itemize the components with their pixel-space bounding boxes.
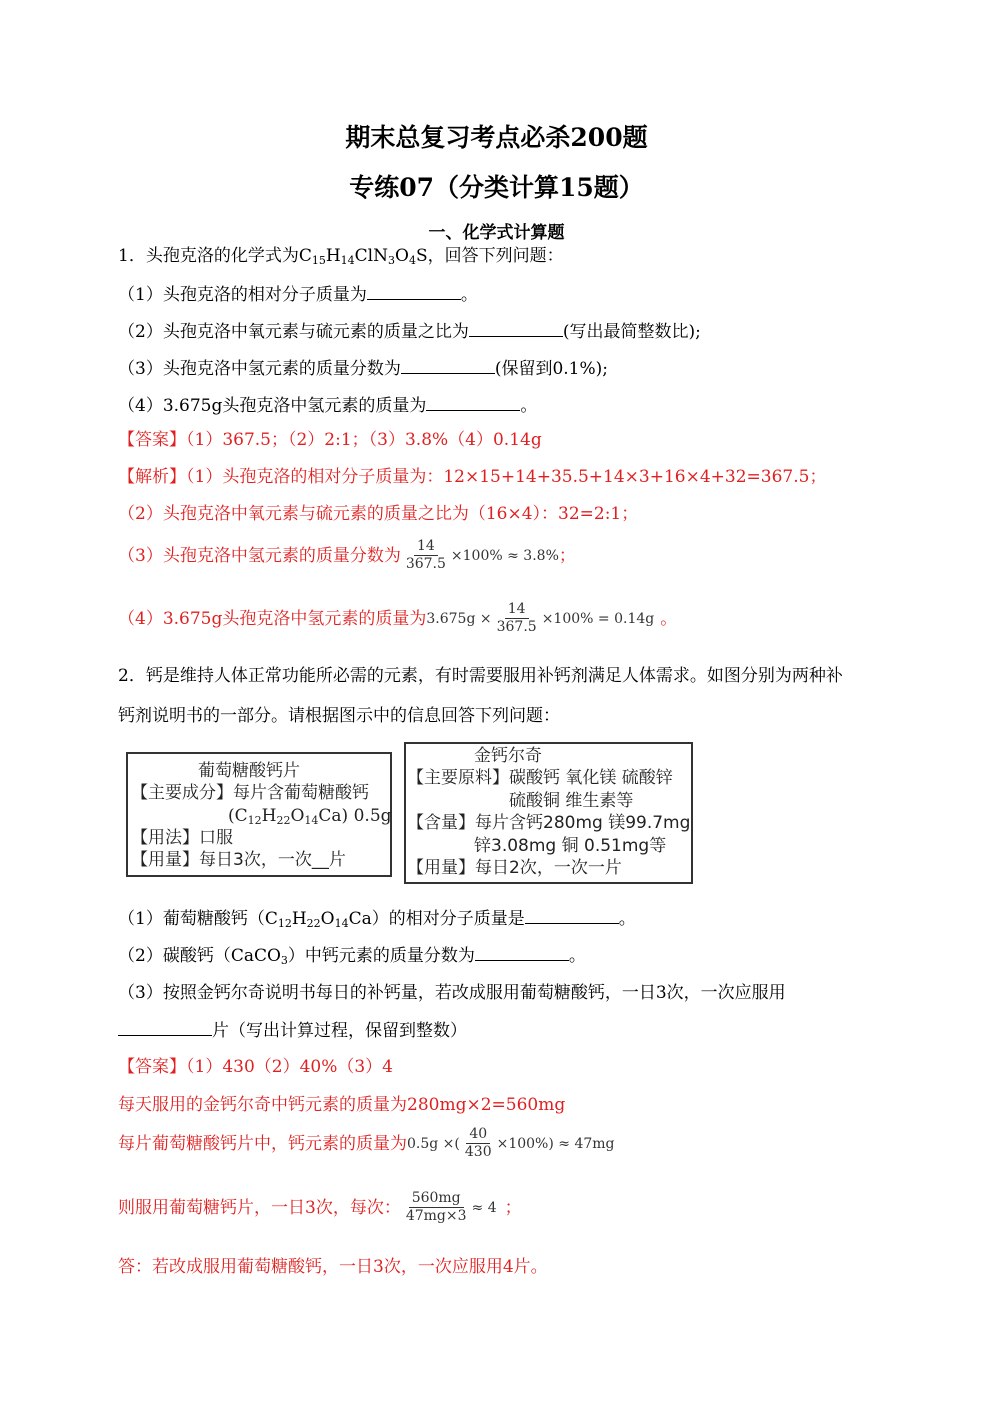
q1-analysis-4: （4）3.675g头孢克洛中氢元素的质量为 3.675g × $\frac{14}{367.5}$ ×100% = 0.14g 。	[118, 601, 678, 635]
answer-blank[interactable]	[469, 320, 563, 337]
answer-blank[interactable]	[401, 357, 495, 374]
q1-stem-post: ，回答下列问题：	[427, 246, 564, 266]
box-title: 金钙尔奇	[474, 746, 542, 766]
answer-tag: 【答案】	[118, 430, 186, 450]
answer-blank[interactable]	[367, 283, 461, 300]
q1-formula: $C_{15}H_{14}ClN_3O_4S$	[298, 246, 428, 267]
q2-answer: 【答案】（1）430（2）40%（3）4	[118, 1057, 393, 1077]
q2-calc-3: 则服用葡萄糖钙片，一日3次，每次： $\frac{560mg}{47mg\times 3}$ ≈ 4 ；	[118, 1190, 522, 1224]
q1-analysis-1: 【解析】（1）头孢克洛的相对分子质量为：12×15+14+35.5+14×3+16×4+32=367.5；	[118, 467, 827, 487]
box-title: 葡萄糖酸钙片	[198, 761, 300, 781]
label-box-calcium-gluconate	[126, 752, 392, 877]
q1-sub3: （3）头孢克洛中氢元素的质量分数为 (保留到0.1%);	[118, 359, 609, 379]
q1-answer: 【答案】（1）367.5；（2）2:1；（3）3.8%（4）0.14g	[118, 430, 542, 450]
answer-blank[interactable]	[475, 944, 569, 961]
q2-sub3-line2: 片（写出计算过程，保留到整数）	[118, 1019, 467, 1042]
box-line: 硫酸铜 维生素等	[509, 791, 634, 811]
box-line: 【用量】每日3次，一次__片	[131, 850, 346, 870]
answer-blank[interactable]	[118, 1019, 212, 1036]
box-line: 锌3.08mg 铜 0.51mg等	[474, 836, 667, 856]
answer-tag: 【答案】	[118, 1057, 186, 1077]
answer-blank[interactable]	[525, 907, 619, 924]
answer-blank[interactable]	[426, 394, 520, 411]
q1-stem-pre: 1．头孢克洛的化学式为	[118, 246, 299, 266]
page-subtitle: 专练07（分类计算15题）	[349, 173, 644, 202]
q1-analysis-3: （3）头孢克洛中氢元素的质量分数为 $\frac{14}{367.5}$ ×100% ≈ 3.8% ；	[118, 538, 576, 572]
q2-stem-line1: 2．钙是维持人体正常功能所必需的元素，有时需要服用补钙剂满足人体需求。如图分别为两种补	[118, 666, 843, 686]
q2-calc-1: 每天服用的金钙尔奇中钙元素的质量为280mg×2=560mg	[118, 1095, 566, 1115]
q1-sub1: （1）头孢克洛的相对分子质量为 。	[118, 285, 478, 305]
box-line: 【用量】每日2次，一次一片	[407, 858, 622, 878]
analysis-tag: 【解析】	[118, 467, 186, 487]
box-line: $(C_{12}H_{22}O_{14}Ca)$ 0.5g	[228, 806, 392, 827]
q1-analysis-2: （2）头孢克洛中氧元素与硫元素的质量之比为（16×4）：32=2:1；	[118, 504, 639, 524]
box-line: 【用法】口服	[131, 828, 233, 848]
section-heading: 一、化学式计算题	[428, 223, 565, 243]
fraction: $\frac{14}{367.5}$	[405, 538, 446, 572]
q1-sub4: （4）3.675g头孢克洛中氢元素的质量为 。	[118, 396, 538, 416]
page-title: 期末总复习考点必杀200题	[345, 123, 648, 152]
q1-sub2: （2）头孢克洛中氧元素与硫元素的质量之比为 (写出最简整数比);	[118, 322, 701, 342]
q2-sub3-line1: （3）按照金钙尔奇说明书每日的补钙量，若改成服用葡萄糖酸钙，一日3次，一次应服用	[118, 983, 786, 1003]
fraction: $\frac{560mg}{47mg\times 3}$	[405, 1190, 467, 1224]
q1-stem	[118, 245, 564, 267]
q2-conclusion: 答：若改成服用葡萄糖酸钙，一日3次，一次应服用4片。	[118, 1257, 548, 1277]
box-line: 【主要成分】每片含葡萄糖酸钙	[131, 783, 369, 803]
label-box-calcium-supplement	[404, 742, 693, 884]
box-line: 【主要原料】碳酸钙 氧化镁 硫酸锌	[407, 768, 673, 788]
fraction: $\frac{14}{367.5}$	[496, 601, 537, 635]
q2-calc-2: 每片葡萄糖酸钙片中，钙元素的质量为 0.5g ×( $\frac{40}{430}$ ×100%) ≈ 47mg	[118, 1126, 615, 1160]
q2-sub2: （2）碳酸钙（CaCO$_3$）中钙元素的质量分数为 。	[118, 946, 586, 967]
fraction: $\frac{40}{430}$	[464, 1126, 492, 1160]
q2-sub1: （1）葡萄糖酸钙$(C_{12}H_{22}O_{14}Ca)$的相对分子质量是 。	[118, 909, 636, 930]
q2-stem-line2: 钙剂说明书的一部分。请根据图示中的信息回答下列问题：	[118, 706, 560, 726]
box-line: 【含量】每片含钙280mg 镁99.7mg	[407, 813, 691, 833]
